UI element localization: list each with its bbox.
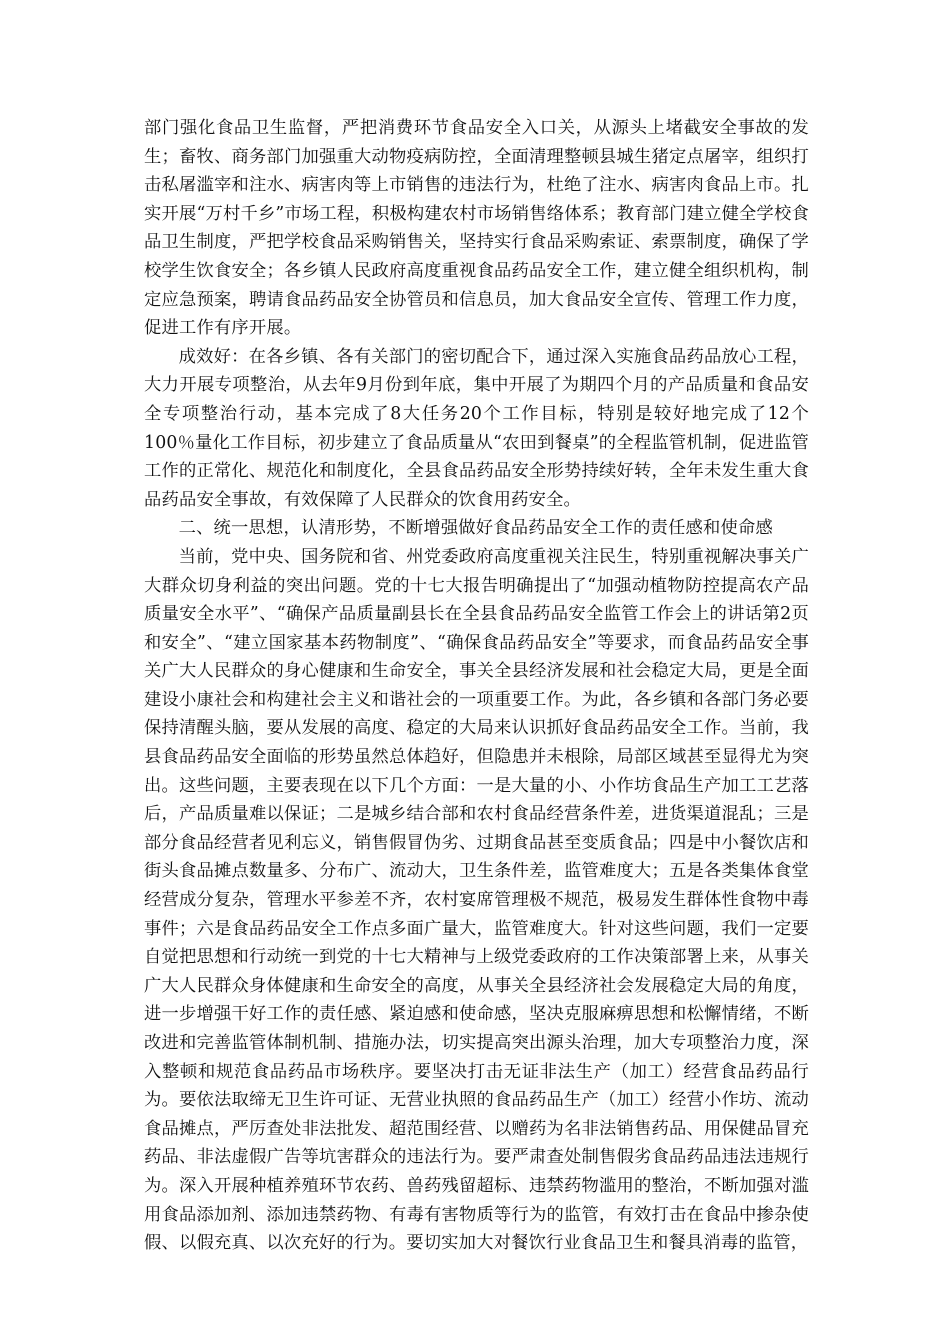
body-paragraph-1: 部门强化食品卫生监督，严把消费环节食品安全入口关，从源头上堵截安全事故的发生；畜牧、商务部门加强重大动物疫病防控，全面清理整顿县城生猪定点屠宰，组织打击私屠滥宰和注水、病害肉等上市销售的违法行为，杜绝了注水、病害肉食品上市。扎实开展“万村千乡”市场工程，积极构建农村市场销售络体系；教育部门建立健全学校食品卫生制度，严把学校食品采购销售关，坚持实行食品采购索证、索票制度，确保了学校学生饮食安全；各乡镇人民政府高度重视食品药品安全工作，建立健全组织机构，制定应急预案，聘请食品药品安全协管员和信息员，加大食品安全宣传、管理工作力度，促进工作有序开展。 — [144, 118, 809, 339]
document-page — [144, 114, 809, 1258]
body-paragraph-3: 当前，党中央、国务院和省、州党委政府高度重视关注民生，特别重视解决事关广大群众切身利益的突出问题。党的十七大报告明确提出了“加强动植物防控提高农产品质量安全水平”、“确保产品质量副县长在全县食品药品安全监管工作会上的讲话第2页和安全”、“建立国家基本药物制度”、“确保食品药品安全”等要求，而食品药品安全事关广大人民群众的身心健康和生命安全，事关全县经济发展和社会稳定大局，更是全面建设小康社会和构建社会主义和谐社会的一项重要工作。为此，各乡镇和各部门务必要保持清醒头脑，要从发展的高度、稳定的大局来认识抓好食品药品安全工作。当前，我县食品药品安全面临的形势虽然总体趋好，但隐患并未根除，局部区域甚至显得尤为突出。这些问题，主要表现在以下几个方面：一是大量的小、小作坊食品生产加工工艺落后，产品质量难以保证；二是城乡结合部和农村食品经营条件差，进货渠道混乱；三是部分食品经营者见利忘义，销售假冒伪劣、过期食品甚至变质食品；四是中小餐饮店和街头食品摊点数量多、分布广、流动大，卫生条件差，监管难度大；五是各类集体食堂经营成分复杂，管理水平参差不齐，农村宴席管理极不规范，极易发生群体性食物中毒事件；六是食品药品安全工作点多面广量大，监管难度大。针对这些问题，我们一定要自觉把思想和行动统一到党的十七大精神与上级党委政府的工作决策部署上来，从事关广大人民群众身体健康和生命安全的高度，从事关全县经济社会发展稳定大局的角度，进一步增强干好工作的责任感、紧迫感和使命感，坚决克服麻痹思想和松懈情绪，不断改进和完善监管体制机制、措施办法，切实提高突出源头治理，加大专项整治力度，深入整顿和规范食品药品市场秩序。要坚决打击无证非法生产（加工）经营食品药品行为。要依法取缔无卫生许可证、无营业执照的食品药品生产（加工）经营小作坊、流动食品摊点，严厉查处非法批发、超范围经营、以赠药为名非法销售药品、用保健品冒充药品、非法虚假广告等坑害群众的违法行为。要严肃查处制售假劣食品药品违法违规行为。深入开展种植养殖环节农药、兽药残留超标、违禁药物滥用的整治，不断加强对滥用食品添加剂、添加违禁药物、有毒有害物质等行为的监管，有效打击在食品中掺杂使假、以假充真、以次充好的行为。要切实加大对餐饮行业食品卫生和餐具消毒的监管， — [144, 546, 809, 1254]
body-paragraph-2: 成效好：在各乡镇、各有关部门的密切配合下，通过深入实施食品药品放心工程，大力开展专项整治，从去年9月份到年底，集中开展了为期四个月的产品质量和食品安全专项整治行动，基本完成了8大任务20个工作目标，特别是较好地完成了12个100％量化工作目标，初步建立了食品质量从“农田到餐桌”的全程监管机制，促进监管工作的正常化、规范化和制度化，全县食品药品安全形势持续好转，全年未发生重大食品药品安全事故，有效保障了人民群众的饮食用药安全。 — [144, 346, 809, 510]
section-heading: 二、统一思想，认清形势，不断增强做好食品药品安全工作的责任感和使命感 — [178, 518, 773, 539]
